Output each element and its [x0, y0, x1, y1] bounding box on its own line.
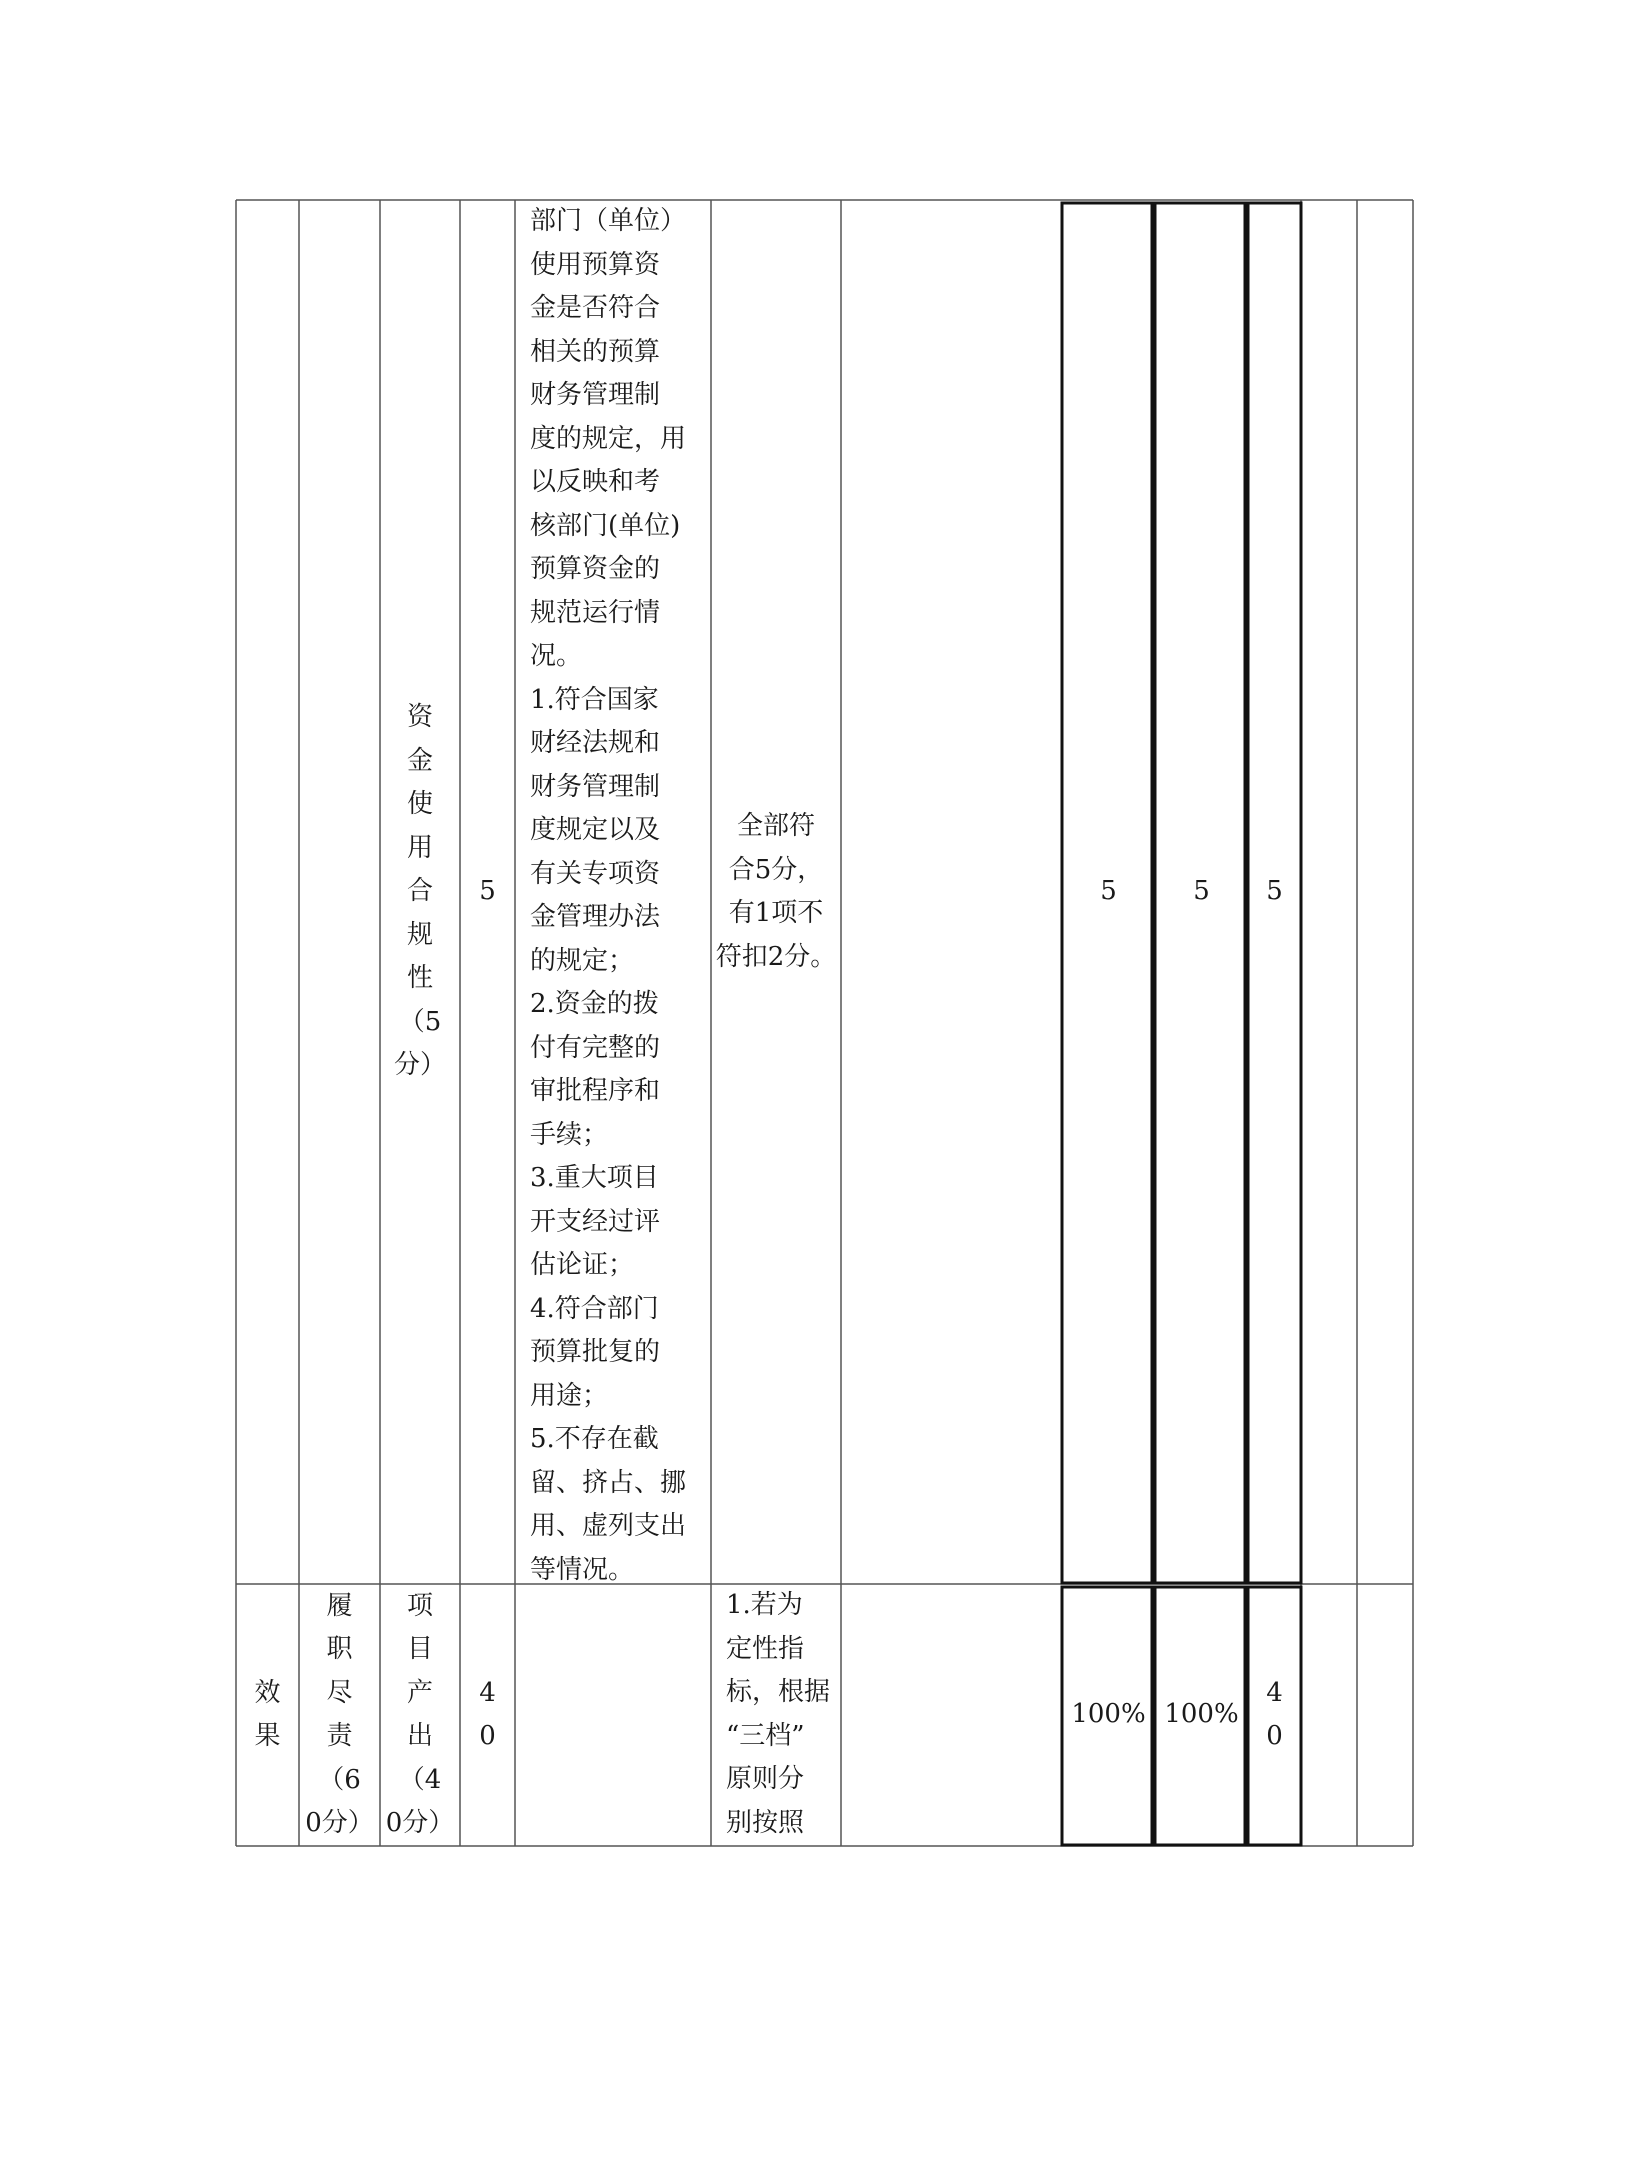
- vertical-char: （6: [318, 1764, 361, 1795]
- vertical-char: 金: [406, 745, 433, 776]
- indicator-name-fund-compliance: [380, 200, 460, 1584]
- category-duty-performance: [299, 1584, 380, 1846]
- vertical-char: 效: [254, 1677, 281, 1708]
- indicator-weight-2: 4 0: [479, 1677, 496, 1751]
- vertical-char: 规: [406, 919, 433, 950]
- vertical-char: 履: [326, 1590, 353, 1621]
- score-value-1: 5: [1100, 876, 1117, 907]
- vertical-char: 项: [406, 1590, 433, 1621]
- scoring-criteria: 全部符 合5分， 有1项不 符扣2分。: [715, 811, 837, 972]
- score-value-2: 5: [1193, 876, 1210, 907]
- vertical-char: 资: [406, 702, 433, 733]
- score-value-5: 100%: [1164, 1699, 1239, 1730]
- indicator-weight: 5: [479, 876, 496, 907]
- indicator-description: 部门（单位） 使用预算资 金是否符合 相关的预算 财务管理制 度的规定，用 以反映和考 核部门(单位) 预算资金的 规范运行情 况。 1.符合国家 财经法规和 财务管理制 度规定以及 有关专项资 金管理办法 的规定； 2.资金的拨 付有完整的 审批程序和 手续； 3.重大项目 开支经过评 估论证； 4.符合部门 预算批复的 用途； 5.不存在截 留、挤占、挪 用、虚列支出 等情况。: [530, 206, 687, 1585]
- vertical-char: 使: [406, 789, 433, 820]
- scoring-criteria-2: 1.若为 定性指 标，根据 “三档” 原则分 别按照: [726, 1590, 831, 1838]
- vertical-char: 性: [406, 963, 433, 994]
- vertical-char: 尽: [326, 1677, 353, 1708]
- vertical-char: 出: [406, 1721, 433, 1751]
- vertical-char: 用: [406, 832, 433, 863]
- score-value-6: 4 0: [1266, 1677, 1283, 1751]
- vertical-char: 0分）: [385, 1808, 455, 1838]
- vertical-char: 产: [406, 1677, 433, 1708]
- vertical-char: 责: [326, 1721, 353, 1751]
- vertical-char: 分）: [393, 1050, 446, 1081]
- vertical-char: （4: [398, 1764, 442, 1795]
- score-value-3: 5: [1266, 876, 1283, 907]
- indicator-project-output: [380, 1584, 460, 1846]
- vertical-char: 0分）: [305, 1808, 374, 1838]
- category-effect: [236, 1584, 299, 1846]
- vertical-char: 职: [326, 1634, 353, 1664]
- vertical-char: 果: [254, 1721, 281, 1751]
- vertical-char: （5: [398, 1006, 442, 1037]
- vertical-char: 合: [406, 876, 433, 907]
- score-value-4: 100%: [1071, 1699, 1146, 1730]
- vertical-char: 目: [406, 1634, 433, 1664]
